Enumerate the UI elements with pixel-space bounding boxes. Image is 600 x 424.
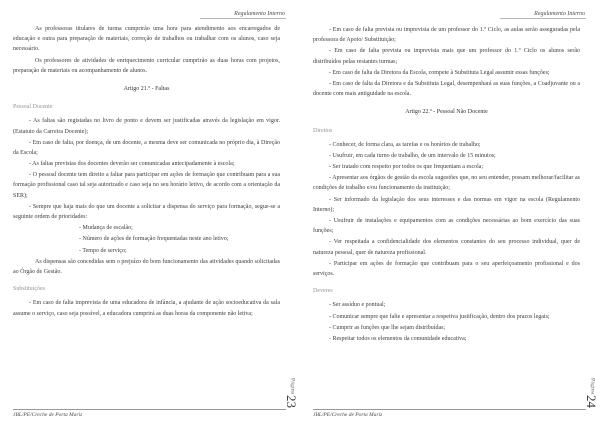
paragraph: Os professores de atividades de enriquecimento curricular cumprirão as duas horas com projetos, preparação de materiais ou acompanhamento de alunos. xyxy=(13,57,280,74)
list-item: - Em caso de falta, por doença, de um docente, a mesma deve ser comunicada no próprio dia, à Direção da Escola; xyxy=(13,139,280,156)
page-number xyxy=(285,378,298,408)
page-number-value: 23 xyxy=(284,395,299,408)
list-item: - Ver respeitada a confidencialidade dos elementos constantes do seu processo individual, quer de natureza pessoal, quer de natureza profissional. xyxy=(313,239,580,256)
list-item: - Em caso de falta prevista ou imprevista mais que um professor do 1.º Ciclo os alunos serão distribuídos pelas restantes turmas; xyxy=(313,48,580,65)
list-item: - Sempre que haja mais do que um docente a solicitar a dispensa do serviço para formação, segue-se a seguinte ordem de prioridades: xyxy=(13,203,280,220)
list-item: - Cumprir as funções que lhe sejam distribuídas; xyxy=(329,324,446,331)
list-item: - Ser tratado com respeito por todos os que frequentam a escola; xyxy=(329,164,484,171)
footer-text: JBL/PE/Creche de Porta Mariz xyxy=(13,412,83,418)
section-heading: Substituições xyxy=(13,286,46,293)
list-item: - Participar em ações de formação que contribuam para o seu aperfeiçoamento profissional e dos serviços. xyxy=(313,260,580,277)
page-right xyxy=(300,0,600,424)
sub-list-item: - Mudança de escalão; xyxy=(79,225,133,232)
section-heading: Pessoal Docente xyxy=(13,104,53,111)
article-heading: Artigo 21.º - Faltas xyxy=(123,85,170,92)
list-item: - Em caso de falta da Diretora e da Substituta Legal, desempenhará as suas funções, a Coadjuvante ou a docente com mais antiguidade na escola. xyxy=(313,80,580,98)
header-title: Regulamento Interno xyxy=(500,11,586,19)
page-number-label: Página xyxy=(289,378,296,395)
list-item: - Em caso de falta da Diretora da Escola, compete à Substituta Legal assumir essas funções; xyxy=(329,69,550,76)
section-heading: Deveres xyxy=(313,288,333,295)
list-item: - As faltas previstas dos docentes deverão ser comunicadas antecipadamente à escola; xyxy=(29,161,235,168)
page-footer xyxy=(313,409,586,418)
section-heading: Direitos xyxy=(313,127,333,134)
page-header xyxy=(313,11,586,19)
page-content xyxy=(313,24,586,409)
article-heading: Artigo 22.º - Pessoal Não Docente xyxy=(405,109,488,116)
list-item: - As faltas são registadas no livro de ponto e devem ser justificadas através da legislação em vigor. (Estatuto da Carreira Docente); xyxy=(13,118,280,135)
list-item: - Usufruir, em cada turno de trabalho, de um intervalo de 15 minutos; xyxy=(329,152,496,159)
list-item: - Apresentar aos órgãos de gestão da escola sugestões que, no seu entender, possam melhorar/facilitar as condições de trabalho e/ou funcionamento da instituição; xyxy=(313,175,580,192)
page-footer xyxy=(13,409,286,418)
list-item: - O pessoal docente tem direito a faltar para participar em ações de formação que contribuam para a sua formação profissional caso tal seja autorizado e caso seja no seu horário letivo, de acordo com a orientação da SER); xyxy=(13,172,280,199)
list-item: - Conhecer, de forma clara, as tarefas e os horários de trabalho; xyxy=(329,141,481,148)
paragraph: As professoras titulares de turma cumprirão uma hora para atendimento aos encarregados de educação e outra para preparação de materiais, correção de trabalhos ou trabalhar com os alunos, caso seja necessário. xyxy=(13,26,280,53)
list-item: - Usufruir de instalações e equipamentos com as condições necessárias ao bom exercício das suas funções; xyxy=(313,218,580,235)
paragraph: As dispensas são concedidas sem o prejuízo do bom funcionamento das atividades quando solicitadas ao Órgão de Gestão. xyxy=(13,258,280,275)
sub-list-item: - Número de ações de formação frequentadas neste ano letivo; xyxy=(79,236,229,243)
list-item: - Comunicar sempre que falte e apresentar a respetiva justificação, dentro dos prazos legais; xyxy=(329,313,550,320)
footer-text: JBL/PE/Creche de Porta Mariz xyxy=(313,412,383,418)
list-item: - Respeitar todos os elementos da comunidade educativa; xyxy=(329,335,467,342)
page-content xyxy=(13,24,286,409)
page-number-value: 24 xyxy=(584,395,599,408)
header-title: Regulamento Interno xyxy=(200,11,286,19)
page-header xyxy=(13,11,286,19)
list-item: - Em caso de falta imprevista de uma educadora de infância, a ajudante de ação socioeducativa da sala assume o serviço, caso seja possível, a educadora cumprirá as duas horas da componente não letiva; xyxy=(13,300,280,317)
list-item: - Ser informado da legislação dos seus interesses e das normas em vigor na escola (Regulamento Interno); xyxy=(313,196,580,213)
list-item: - Ser assíduo e pontual; xyxy=(329,302,386,309)
page-number xyxy=(585,378,598,408)
sub-list-item: - Tempo de serviço; xyxy=(79,247,127,254)
page-number-label: Página xyxy=(589,378,596,395)
list-item: - Em caso de falta prevista ou imprevista de um professor do 1.º Ciclo, as aulas serão asseguradas pela professora de Apoio/ Substituição; xyxy=(313,27,580,44)
